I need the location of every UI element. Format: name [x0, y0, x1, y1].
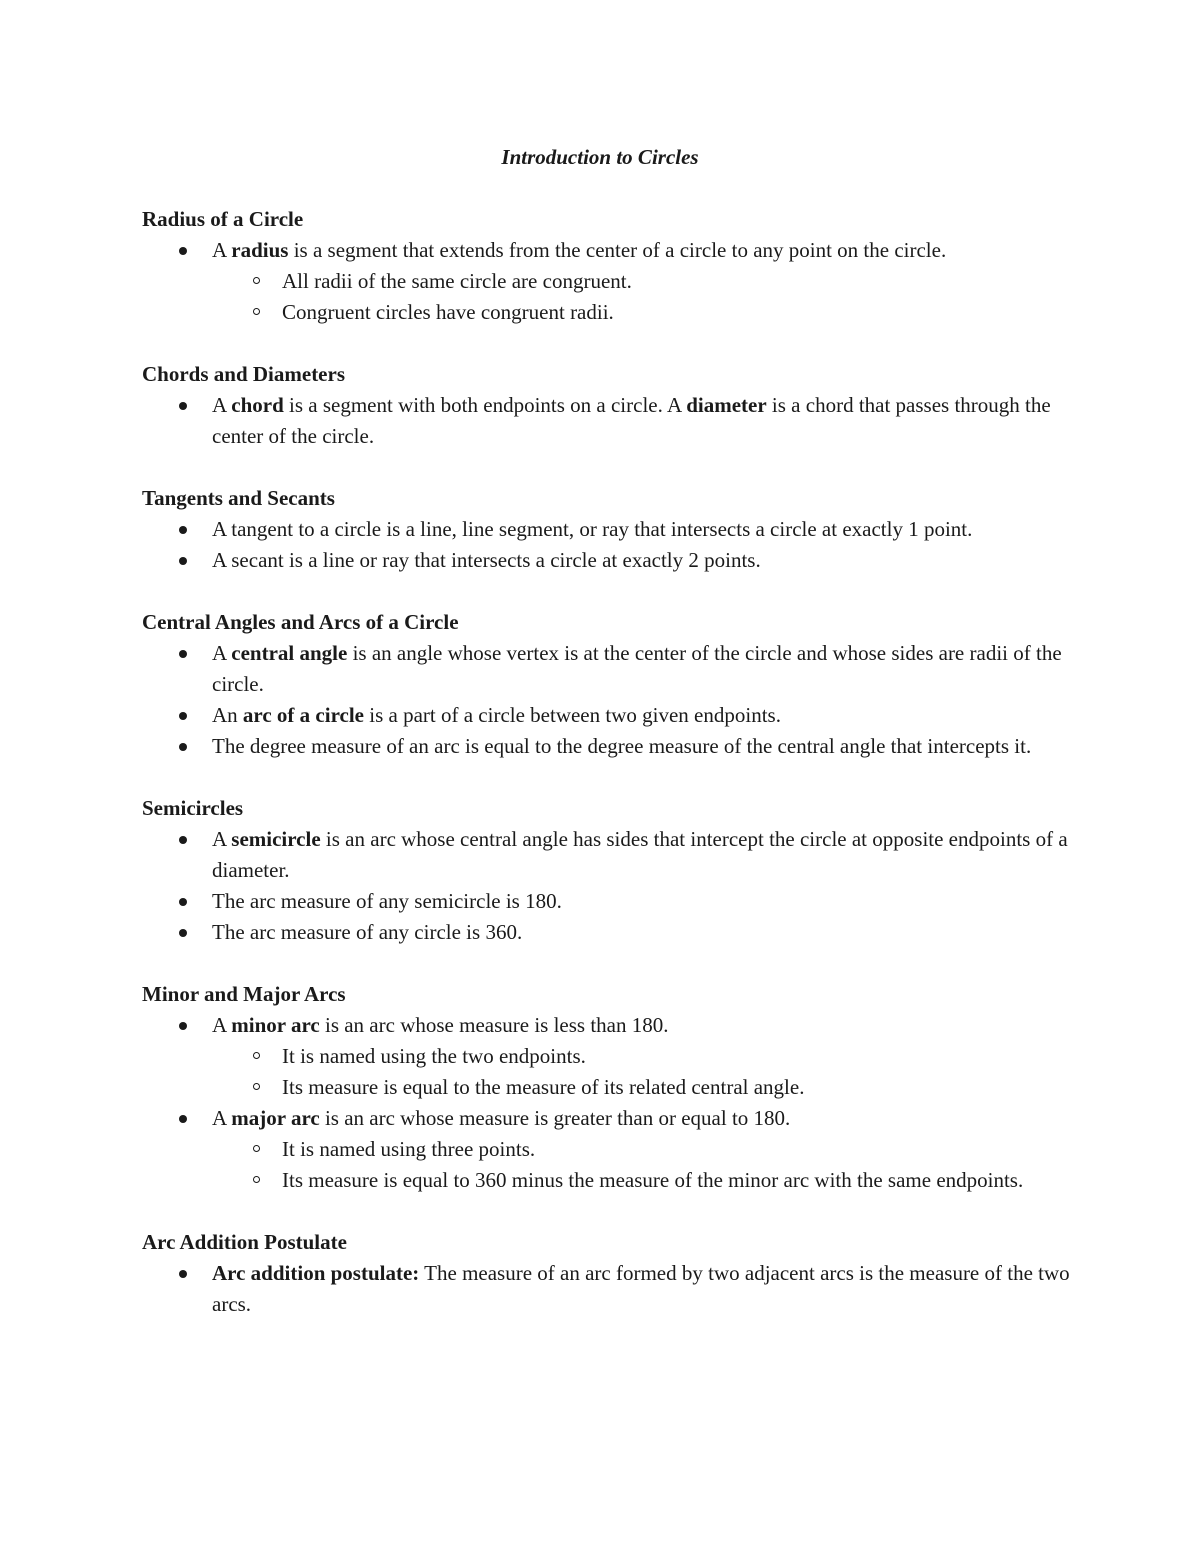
sub-bullet-item	[212, 1041, 1072, 1072]
bullet-item	[142, 824, 1072, 886]
text-run: The arc measure of any circle is 360.	[212, 920, 523, 944]
bullet-text	[212, 641, 1062, 696]
filled-bullet-icon	[179, 402, 187, 410]
section-heading: Minor and Major Arcs	[142, 982, 346, 1006]
sub-bullet-text: Its measure is equal to 360 minus the measure of the minor arc with the same endpoints.	[282, 1168, 1024, 1192]
sub-bullet-item	[212, 266, 1072, 297]
sub-bullet-text: All radii of the same circle are congruent.	[282, 269, 632, 293]
bold-term: semicircle	[231, 827, 321, 851]
section-heading: Radius of a Circle	[142, 207, 304, 231]
hollow-bullet-icon	[253, 1083, 260, 1090]
section-heading: Arc Addition Postulate	[142, 1230, 347, 1254]
text-run: The degree measure of an arc is equal to the degree measure of the central angle that intercepts it.	[212, 734, 1032, 758]
sub-bullet-list	[212, 1041, 1072, 1103]
bullet-text	[212, 703, 781, 727]
sub-bullet-item	[212, 297, 1072, 328]
bullet-text	[212, 517, 972, 541]
text-run: A secant is a line or ray that intersects a circle at exactly 2 points.	[212, 548, 761, 572]
bullet-text	[212, 827, 1068, 882]
sub-bullet-item	[212, 1165, 1072, 1196]
sub-bullet-list	[212, 1134, 1072, 1196]
section-heading: Semicircles	[142, 796, 244, 820]
bold-term: chord	[231, 393, 284, 417]
filled-bullet-icon	[179, 557, 187, 565]
filled-bullet-icon	[179, 1022, 187, 1030]
bullet-item	[142, 390, 1072, 452]
bullet-item	[142, 1010, 1072, 1103]
bullet-text	[212, 548, 761, 572]
bullet-item	[142, 545, 1072, 576]
bullet-text	[212, 238, 946, 262]
bullet-list	[142, 1258, 1072, 1320]
text-run: A	[212, 827, 232, 851]
text-run: is a chord that passes through the center of the circle.	[212, 393, 1051, 448]
hollow-bullet-icon	[253, 308, 260, 315]
sub-bullet-item	[212, 1134, 1072, 1165]
section-heading: Tangents and Secants	[142, 486, 335, 510]
bullet-list	[142, 824, 1072, 948]
text-run: A	[212, 393, 232, 417]
bullet-text	[212, 734, 1031, 758]
text-run: is a segment that extends from the center of a circle to any point on the circle.	[288, 238, 947, 262]
section-heading: Central Angles and Arcs of a Circle	[142, 610, 459, 634]
filled-bullet-icon	[179, 743, 187, 751]
filled-bullet-icon	[179, 526, 187, 534]
text-run: is an arc whose measure is greater than or equal to 180.	[319, 1106, 791, 1130]
bullet-text	[212, 920, 522, 944]
hollow-bullet-icon	[253, 1052, 260, 1059]
text-run: A tangent to a circle is a line, line segment, or ray that intersects a circle at exactly 1 point.	[212, 517, 973, 541]
bullet-item	[142, 917, 1072, 948]
bullet-item	[142, 638, 1072, 700]
bullet-text	[212, 1261, 1070, 1316]
sub-bullet-text: Congruent circles have congruent radii.	[282, 300, 614, 324]
bold-term: diameter	[686, 393, 767, 417]
text-run: is a part of a circle between two given endpoints.	[364, 703, 781, 727]
text-run: A	[212, 641, 232, 665]
text-run: is a segment with both endpoints on a circle. A	[283, 393, 687, 417]
text-run: A	[212, 1106, 232, 1130]
bullet-list	[142, 390, 1072, 452]
filled-bullet-icon	[179, 929, 187, 937]
sub-bullet-text: Its measure is equal to the measure of its related central angle.	[282, 1075, 805, 1099]
bullet-item	[142, 1258, 1072, 1320]
bullet-list	[142, 235, 1072, 328]
section	[142, 607, 1072, 762]
text-run: A	[212, 1013, 232, 1037]
bullet-item	[142, 731, 1072, 762]
section	[142, 483, 1072, 576]
text-run: The measure of an arc formed by two adjacent arcs is the measure of the two arcs.	[212, 1261, 1070, 1316]
text-run: A	[212, 238, 232, 262]
bullet-item	[142, 886, 1072, 917]
bullet-item	[142, 235, 1072, 328]
section	[142, 204, 1072, 328]
document-title: Introduction to Circles	[501, 145, 699, 169]
bullet-list	[142, 638, 1072, 762]
filled-bullet-icon	[179, 247, 187, 255]
text-run: is an arc whose measure is less than 180.	[319, 1013, 669, 1037]
bold-term: arc of a circle	[242, 703, 364, 727]
section	[142, 793, 1072, 948]
bold-term: Arc addition postulate:	[212, 1261, 420, 1285]
section	[142, 359, 1072, 452]
bullet-item	[142, 1103, 1072, 1196]
sub-bullet-text: It is named using three points.	[282, 1137, 536, 1161]
bold-term: major arc	[231, 1106, 320, 1130]
bullet-text	[212, 393, 1051, 448]
text-run: An	[212, 703, 243, 727]
bullet-item	[142, 514, 1072, 545]
bullet-item	[142, 700, 1072, 731]
bold-term: central angle	[231, 641, 348, 665]
text-run: is an arc whose central angle has sides that intercept the circle at opposite endpoints of a diameter.	[212, 827, 1068, 882]
sub-bullet-text: It is named using the two endpoints.	[282, 1044, 586, 1068]
sub-bullet-list	[212, 266, 1072, 328]
bullet-text	[212, 1106, 790, 1130]
sub-bullet-item	[212, 1072, 1072, 1103]
hollow-bullet-icon	[253, 1176, 260, 1183]
filled-bullet-icon	[179, 650, 187, 658]
section	[142, 1227, 1072, 1320]
document-body	[142, 204, 1072, 1351]
filled-bullet-icon	[179, 1270, 187, 1278]
filled-bullet-icon	[179, 836, 187, 844]
filled-bullet-icon	[179, 712, 187, 720]
text-run: is an angle whose vertex is at the center of the circle and whose sides are radii of the circle.	[212, 641, 1062, 696]
bullet-list	[142, 1010, 1072, 1196]
bold-term: minor arc	[231, 1013, 320, 1037]
text-run: The arc measure of any semicircle is 180.	[212, 889, 562, 913]
section-heading: Chords and Diameters	[142, 362, 345, 386]
filled-bullet-icon	[179, 1115, 187, 1123]
bullet-text	[212, 889, 562, 913]
hollow-bullet-icon	[253, 277, 260, 284]
filled-bullet-icon	[179, 898, 187, 906]
bold-term: radius	[231, 238, 289, 262]
section	[142, 979, 1072, 1196]
bullet-list	[142, 514, 1072, 576]
bullet-text	[212, 1013, 668, 1037]
hollow-bullet-icon	[253, 1145, 260, 1152]
